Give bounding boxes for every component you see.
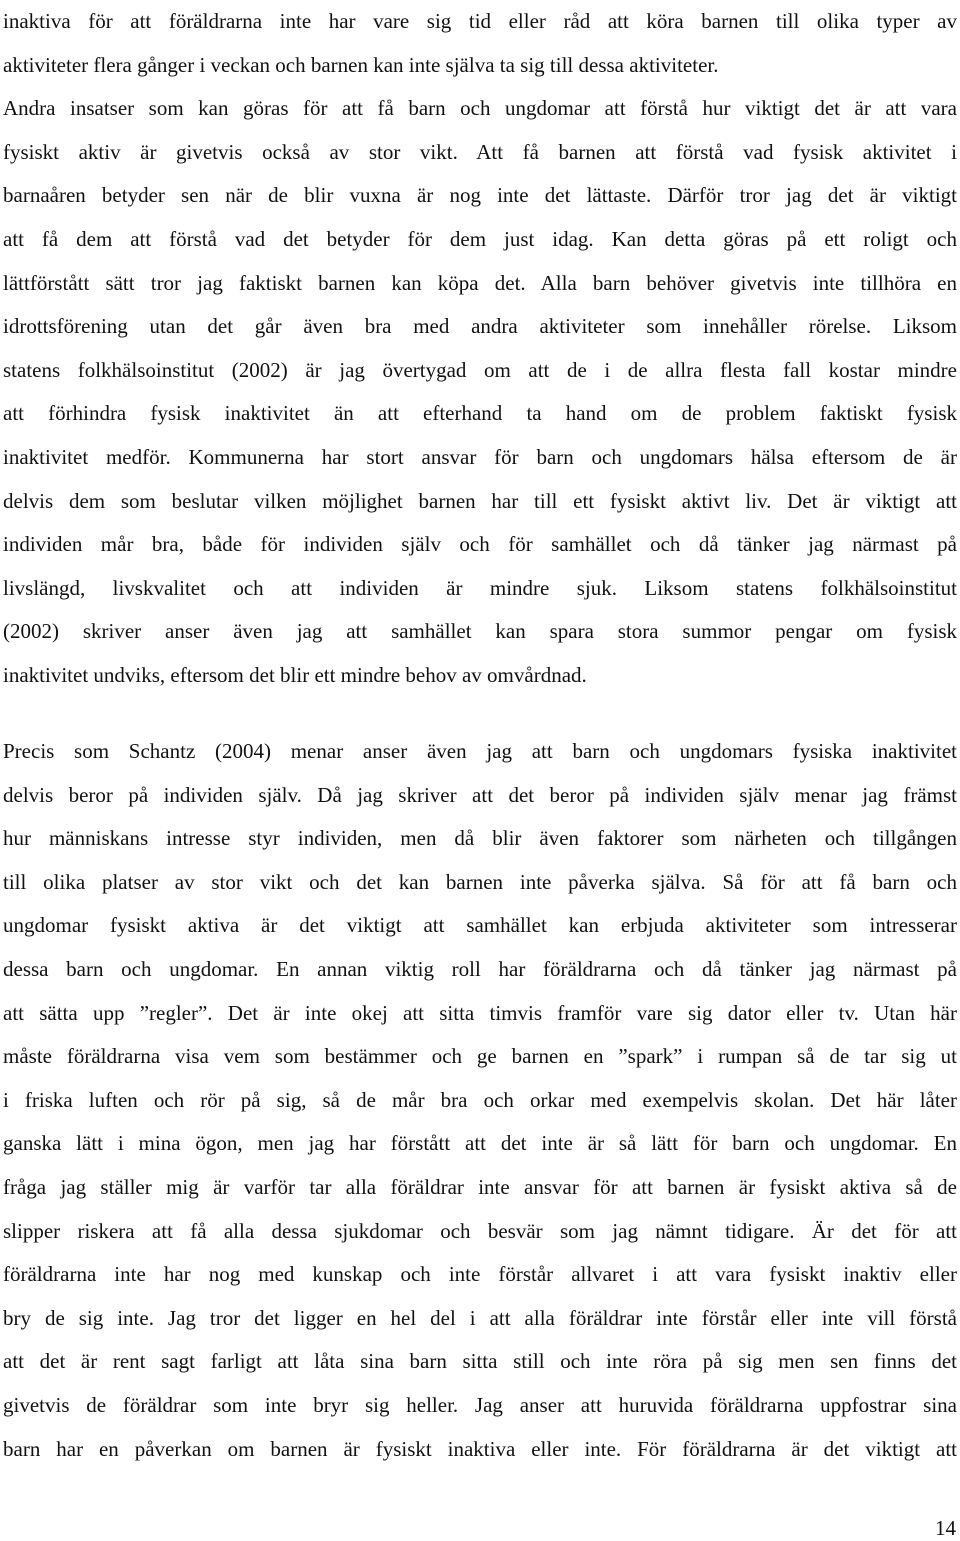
text-line: delvis beror på individen själv. Då jag skriver att det beror på individen själv menar jag främst [3, 782, 957, 807]
text-line: att förhindra fysisk inaktivitet än att efterhand ta hand om de problem faktiskt fysisk [3, 401, 957, 426]
text-line: att det är rent sagt farligt att låta sina barn sitta still och inte röra på sig men sen finns det [3, 1349, 957, 1374]
text-line: inaktiva för att föräldrarna inte har vare sig tid eller råd att köra barnen till olika typer av [3, 9, 957, 33]
text-line: att sätta upp ”regler”. Det är inte okej att sitta timvis framför vare sig dator eller tv. Utan här [3, 1000, 957, 1025]
text-line: fråga jag ställer mig är varför tar alla föräldrar inte ansvar för att barnen är fysiskt aktiva så de [3, 1174, 957, 1199]
text-line: livslängd, livskvalitet och att individen är mindre sjuk. Liksom statens folkhälsoinstitut [3, 575, 957, 600]
text-line: måste föräldrarna visa vem som bestämmer och ge barnen en ”spark” i rumpan så de tar sig ut [3, 1044, 957, 1069]
paragraph-1 [3, 0, 957, 698]
text-line: till olika platser av stor vikt och det kan barnen inte påverka själva. Så för att få barn och [3, 869, 957, 894]
text-line: barn har en påverkan om barnen är fysiskt inaktiva eller inte. För föräldrarna är det viktigt att [3, 1436, 957, 1461]
text-line: hur människans intresse styr individen, men då blir även faktorer som närheten och tillgången [3, 826, 957, 851]
text-line: bry de sig inte. Jag tror det ligger en hel del i att alla föräldrar inte förstår eller inte vill förstå [3, 1305, 957, 1330]
page-number: 14 [935, 1516, 956, 1540]
text-line: dessa barn och ungdomar. En annan viktig roll har föräldrarna och då tänker jag närmast på [3, 956, 957, 981]
text-line: slipper riskera att få alla dessa sjukdomar och besvär som jag nämnt tidigare. Är det för att [3, 1218, 957, 1243]
text-line: ganska lätt i mina ögon, men jag har förstått att det inte är så lätt för barn och ungdomar. En [3, 1131, 957, 1156]
text-line: att få dem att förstå vad det betyder för dem just idag. Kan detta göras på ett roligt och [3, 226, 957, 251]
text-line: inaktivitet medför. Kommunerna har stort ansvar för barn och ungdomars hälsa eftersom de är [3, 444, 957, 469]
text-line: ungdomar fysiskt aktiva är det viktigt att samhället kan erbjuda aktiviteter som intresserar [3, 913, 957, 938]
text-line: statens folkhälsoinstitut (2002) är jag övertygad om att de i de allra flesta fall kostar mindre [3, 357, 957, 382]
text-line: Precis som Schantz (2004) menar anser även jag att barn och ungdomars fysiska inaktivitet [3, 739, 957, 763]
text-line: föräldrarna inte har nog med kunskap och inte förstår allvaret i att vara fysiskt inaktiv eller [3, 1262, 957, 1287]
text-line: aktiviteter flera gånger i veckan och barnen kan inte själva ta sig till dessa aktiviteter. [3, 52, 719, 77]
text-line: Andra insatser som kan göras för att få barn och ungdomar att förstå hur viktigt det är att vara [3, 96, 957, 121]
text-line: givetvis de föräldrar som inte bryr sig heller. Jag anser att huruvida föräldrarna uppfostrar sina [3, 1392, 957, 1417]
text-line: fysiskt aktiv är givetvis också av stor vikt. Att få barnen att förstå vad fysisk aktivitet i [3, 139, 957, 164]
paragraph-2 [3, 730, 957, 1471]
text-line: lättförstått sätt tror jag faktiskt barnen kan köpa det. Alla barn behöver givetvis inte tillhöra en [3, 270, 957, 295]
text-line: i friska luften och rör på sig, så de mår bra och orkar med exempelvis skolan. Det här låter [3, 1087, 957, 1112]
text-line: idrottsförening utan det går även bra med andra aktiviteter som innehåller rörelse. Liksom [3, 314, 957, 339]
text-line: delvis dem som beslutar vilken möjlighet barnen har till ett fysiskt aktivt liv. Det är viktigt att [3, 488, 957, 513]
text-line: individen mår bra, både för individen själv och för samhället och då tänker jag närmast på [3, 532, 957, 557]
text-line: (2002) skriver anser även jag att samhället kan spara stora summor pengar om fysisk [3, 619, 957, 644]
text-line: inaktivitet undviks, eftersom det blir ett mindre behov av omvårdnad. [3, 662, 587, 687]
text-line: barnaåren betyder sen när de blir vuxna är nog inte det lättaste. Därför tror jag det är viktigt [3, 183, 957, 208]
